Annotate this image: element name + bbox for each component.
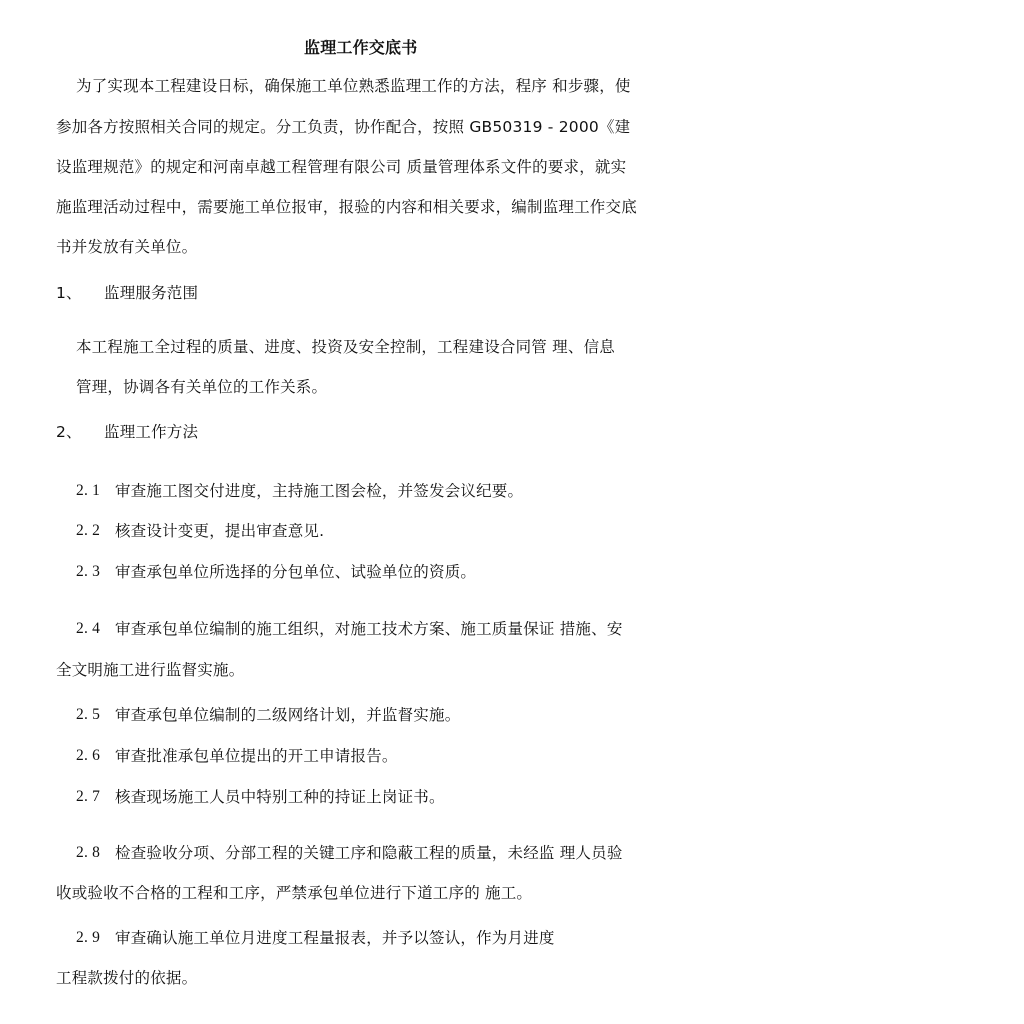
item-2-9-continuation: 工程款拨付的依据。 xyxy=(56,969,198,987)
item-2-7-number: 2. 7 xyxy=(76,788,101,805)
doc-title: 监理工作交底书 xyxy=(304,38,418,57)
item-2-5-number: 2. 5 xyxy=(76,706,101,723)
item-2-6-number: 2. 6 xyxy=(76,747,101,764)
item-2-5-text: 审查承包单位编制的二级网络计划，并监督实施。 xyxy=(115,706,461,724)
section1-heading: 监理服务范围 xyxy=(104,284,199,302)
item-2-3-text: 审查承包单位所选择的分包单位、试验单位的资质。 xyxy=(115,563,477,581)
intro-line-4: 施监理活动过程中，需要施工单位报审，报验的内容和相关要求，编制监理工作交底 xyxy=(56,198,637,216)
item-2-1-number: 2. 1 xyxy=(76,482,101,499)
item-2-2-number: 2. 2 xyxy=(76,522,101,539)
item-2-6-text: 审查批准承包单位提出的开工申请报告。 xyxy=(115,747,398,765)
item-2-8-number: 2. 8 xyxy=(76,844,101,861)
item-2-4-continuation: 全文明施工进行监督实施。 xyxy=(56,661,245,679)
intro-line-3: 设监理规范》的规定和河南卓越工程管理有限公司 质量管理体系文件的要求，就实 xyxy=(56,158,627,176)
item-2-8-continuation: 收或验收不合格的工程和工序，严禁承包单位进行下道工序的 施工。 xyxy=(56,884,533,902)
item-2-4-text: 审查承包单位编制的施工组织，对施工技术方案、施工质量保证 措施、安 xyxy=(115,620,623,638)
item-2-9-number: 2. 9 xyxy=(76,929,101,946)
item-2-8-text: 检查验收分项、分部工程的关键工序和隐蔽工程的质量，未经监 理人员验 xyxy=(115,844,623,862)
section1-number: 1、 xyxy=(56,284,82,302)
section2-number: 2、 xyxy=(56,423,82,441)
section1-body-line-1: 本工程施工全过程的质量、进度、投资及安全控制，工程建设合同管 理、信息 xyxy=(76,338,615,356)
intro-line-2: 参加各方按照相关合同的规定。分工负责，协作配合，按照 GB50319 - 2000《建 xyxy=(56,118,631,136)
item-2-1-text: 审查施工图交付进度，主持施工图会检，并签发会议纪要。 xyxy=(115,482,524,500)
item-2-4-number: 2. 4 xyxy=(76,620,101,637)
section2-heading: 监理工作方法 xyxy=(104,423,199,441)
item-2-9-text: 审查确认施工单位月进度工程量报表，并予以签认，作为月进度 xyxy=(115,929,555,947)
intro-line-1: 为了实现本工程建设日标，确保施工单位熟悉监理工作的方法，程序 和步骤，使 xyxy=(76,77,631,95)
item-2-3-number: 2. 3 xyxy=(76,563,101,580)
item-2-7-text: 核查现场施工人员中特别工种的持证上岗证书。 xyxy=(115,788,445,806)
intro-line-5: 书并发放有关单位。 xyxy=(56,238,198,256)
item-2-2-text: 核查设计变更，提出审查意见. xyxy=(115,522,325,540)
section1-body-line-2: 管理，协调各有关单位的工作关系。 xyxy=(76,378,328,396)
